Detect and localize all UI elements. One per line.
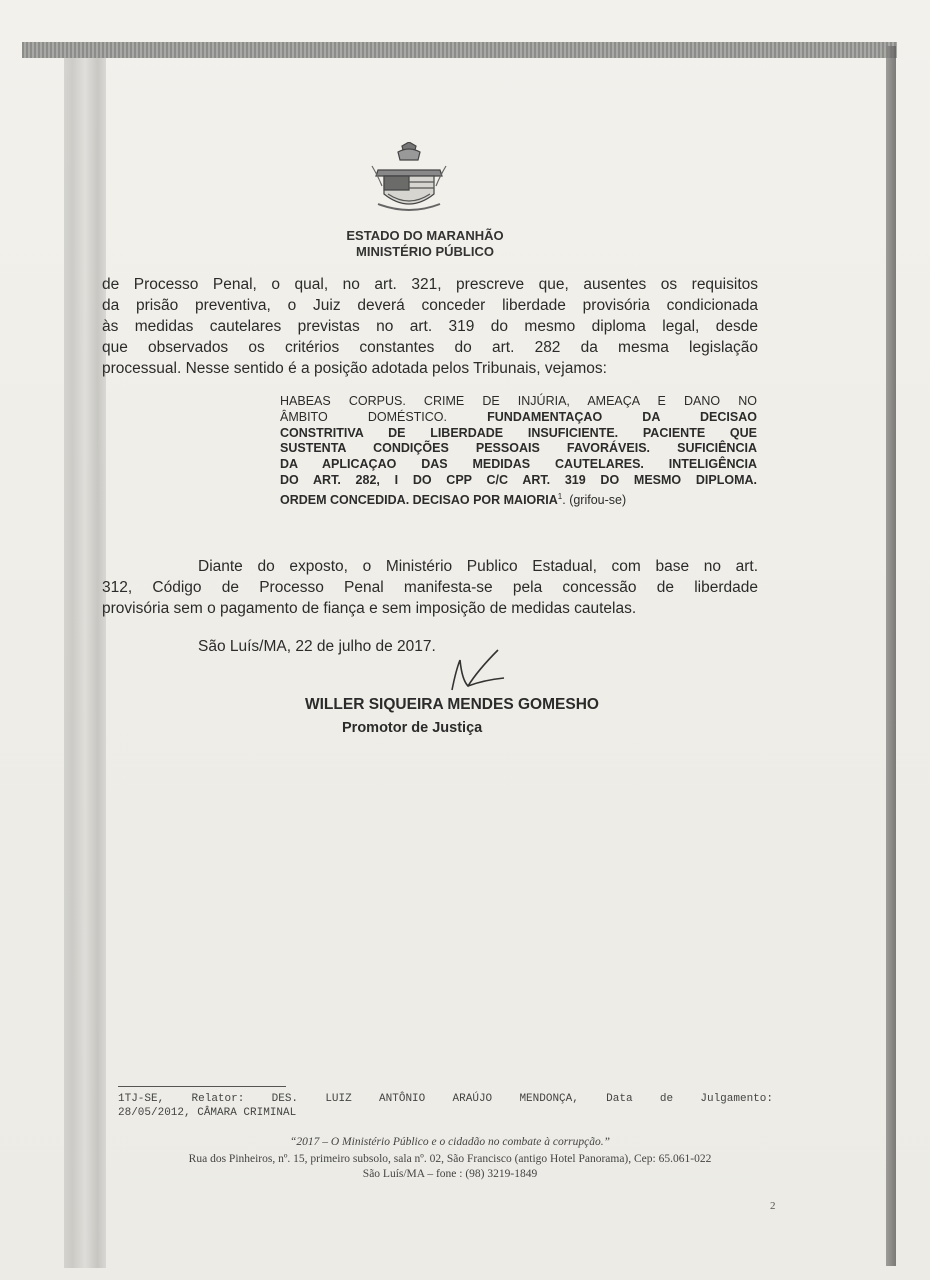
quote-line — [280, 457, 757, 473]
scan-shadow-top — [22, 42, 897, 58]
signer-name: WILLER SIQUEIRA MENDES GOMESHO — [305, 696, 599, 713]
paragraph-1 — [102, 274, 758, 379]
quote-bold: ORDEM CONCEDIDA. DECISAO POR MAIORIA — [280, 492, 558, 507]
paragraph-1-line: processual. Nesse sentido é a posição adotada pelos Tribunais, vejamos: — [102, 360, 607, 377]
footer-address: Rua dos Pinheiros, nº. 15, primeiro subsolo, sala nº. 02, São Francisco (antigo Hotel Panorama), Cep: 65.061-022 — [188, 1153, 712, 1165]
quote-bold: FUNDAMENTAÇAO DA DECISAO — [487, 409, 757, 424]
quote-bold: SUSTENTA CONDIÇÕES PESSOAIS FAVORÁVEIS. SUFICIÊNCIA — [280, 441, 757, 456]
page-number: 2 — [770, 1200, 776, 1212]
paragraph-2 — [102, 556, 758, 619]
footnote-line: 28/05/2012, CÂMARA CRIMINAL — [118, 1107, 297, 1119]
footnote-line: 1TJ-SE, Relator: DES. LUIZ ANTÔNIO ARAÚJO MENDONÇA, Data de Julgamento: — [118, 1093, 773, 1105]
scan-shadow-right — [886, 46, 896, 1266]
quote-plain: ÂMBITO DOMÉSTICO. — [280, 409, 447, 424]
quote-line — [280, 441, 757, 457]
footnote-ref: 1 — [557, 491, 563, 501]
header-ministry: MINISTÉRIO PÚBLICO — [356, 244, 494, 259]
paragraph-1-line: às medidas cautelares previstas no art. 319 do mesmo diploma legal, desde — [102, 318, 758, 335]
footer-address-block — [120, 1152, 780, 1182]
quote-bold: DO ART. 282, I DO CPP C/C ART. 319 DO MESMO DIPLOMA. — [280, 472, 757, 487]
header-state: ESTADO DO MARANHÃO — [346, 228, 504, 243]
jurisprudence-quote — [280, 394, 757, 509]
quote-line: HABEAS CORPUS. CRIME DE INJÚRIA, AMEAÇA E DANO NO — [280, 394, 757, 408]
coat-of-arms-icon — [368, 142, 450, 216]
place-date: São Luís/MA, 22 de julho de 2017. — [198, 638, 436, 655]
paragraph-2-line: provisória sem o pagamento de fiança e sem imposição de medidas cautelas. — [102, 600, 637, 617]
signature-mark — [438, 640, 508, 696]
paragraph-2-line: 312, Código de Processo Penal manifesta-se pela concessão de liberdade — [102, 579, 758, 596]
quote-line — [280, 410, 757, 426]
paragraph-1-line: da prisão preventiva, o Juiz deverá conceder liberdade provisória condicionada — [102, 297, 758, 314]
footnote — [118, 1092, 773, 1120]
quote-line — [280, 489, 757, 509]
signer-role: Promotor de Justiça — [342, 720, 483, 736]
quote-tail: . (grifou-se) — [562, 492, 627, 507]
footnote-rule — [118, 1086, 286, 1087]
paragraph-1-line: que observados os critérios constantes do art. 282 da mesma legislação — [102, 339, 758, 356]
scan-shadow-left — [64, 58, 106, 1268]
quote-bold: CONSTRITIVA DE LIBERDADE INSUFICIENTE. PACIENTE QUE — [280, 425, 757, 440]
footer-motto: “2017 – O Ministério Público e o cidadão no combate à corrupção.” — [289, 1136, 611, 1148]
quote-bold: DA APLICAÇAO DAS MEDIDAS CAUTELARES. INTELIGÊNCIA — [280, 457, 757, 472]
footer-city-phone: São Luís/MA – fone : (98) 3219-1849 — [362, 1168, 538, 1180]
quote-line — [280, 473, 757, 489]
paragraph-1-line: de Processo Penal, o qual, no art. 321, prescreve que, ausentes os requisitos — [102, 276, 758, 293]
paragraph-2-line: Diante do exposto, o Ministério Publico Estadual, com base no art. — [198, 558, 758, 575]
quote-line — [280, 426, 757, 442]
